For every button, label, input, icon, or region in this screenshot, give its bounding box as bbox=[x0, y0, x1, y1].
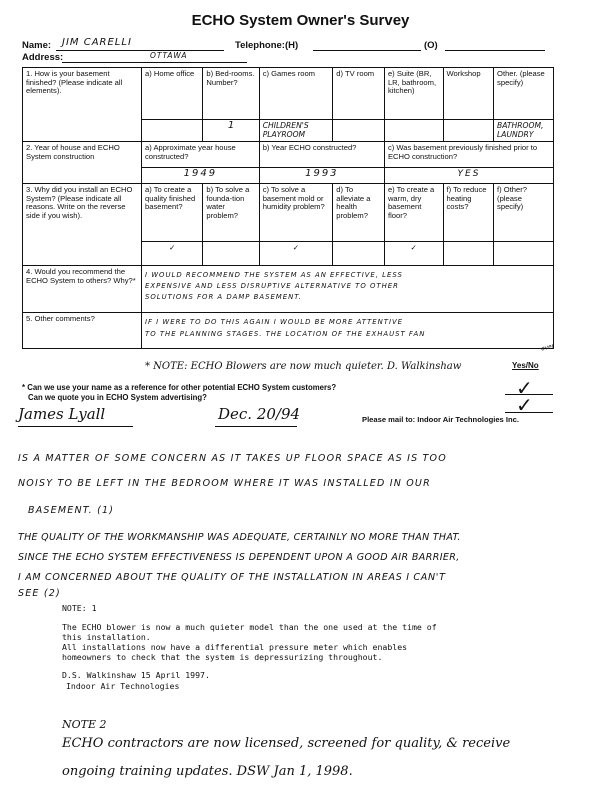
continued-line: SINCE THE ECHO SYSTEM EFFECTIVENESS IS DEPENDENT UPON A GOOD AIR BARRIER, bbox=[18, 552, 460, 563]
signature[interactable]: James Lyall bbox=[18, 405, 106, 423]
q1-answer[interactable] bbox=[142, 120, 203, 142]
note2-line: ECHO contractors are now licensed, screened for quality, & receive bbox=[62, 736, 511, 751]
q1-option: Other. (please specify) bbox=[494, 68, 554, 120]
q1-answer[interactable] bbox=[443, 120, 494, 142]
typed-note-line: homeowners to check that the system is depressurizing throughout. bbox=[62, 652, 383, 662]
form-title: ECHO System Owner's Survey bbox=[191, 12, 410, 29]
quote-check[interactable]: ✓ bbox=[516, 393, 533, 417]
continued-line: NOISY TO BE LEFT IN THE BEDROOM WHERE IT WAS INSTALLED IN OUR bbox=[18, 478, 431, 489]
q3-option: e) To create a warm, dry basement floor? bbox=[384, 184, 443, 242]
telephone-office-label: (O) bbox=[424, 40, 438, 51]
q4-answer-line: I WOULD RECOMMEND THE SYSTEM AS AN EFFECTIVE, LESS bbox=[145, 271, 403, 280]
continued-line: THE QUALITY OF THE WORKMANSHIP WAS ADEQUATE, CERTAINLY NO MORE THAN THAT. bbox=[18, 532, 461, 543]
q1-option: d) TV room bbox=[333, 68, 385, 120]
q2-option: a) Approximate year house constructed? bbox=[142, 142, 260, 168]
q5-answer-line: TO THE PLANNING STAGES. THE LOCATION OF THE EXHAUST FAN bbox=[145, 330, 426, 339]
typed-note-line: The ECHO blower is now a much quieter model than the one used at the time of bbox=[62, 622, 437, 632]
q3-option: f) Other? (please specify) bbox=[494, 184, 554, 242]
yes-no-label: Yes/No bbox=[512, 361, 539, 370]
q5-question: 5. Other comments? bbox=[23, 313, 142, 349]
q2-answer[interactable]: YES bbox=[384, 168, 553, 184]
q1-answer[interactable]: 1 bbox=[203, 120, 259, 142]
note2-label: NOTE 2 bbox=[62, 718, 107, 731]
typed-note-signoff: D.S. Walkinshaw 15 April 1997. bbox=[62, 670, 210, 680]
reference-question: * Can we use your name as a reference for other potential ECHO System customers? bbox=[22, 383, 337, 392]
q3-checkbox[interactable] bbox=[443, 242, 494, 266]
q3-checkbox[interactable]: ✓ bbox=[259, 242, 333, 266]
q2-option: c) Was basement previously finished prior to ECHO construction? bbox=[384, 142, 553, 168]
typed-note-line: this installation. bbox=[62, 632, 151, 642]
q4-question: 4. Would you recommend the ECHO System to others? Why?* bbox=[23, 266, 142, 313]
typed-note-body bbox=[62, 622, 437, 662]
typed-note-line: All installations now have a differential pressure meter which enables bbox=[62, 642, 408, 652]
q2-option: b) Year ECHO constructed? bbox=[259, 142, 384, 168]
address-line bbox=[62, 62, 247, 63]
q1-answer[interactable]: CHILDREN'S PLAYROOM bbox=[259, 120, 333, 142]
yes-no-line bbox=[505, 412, 553, 413]
q3-option: a) To create a quality finished basement? bbox=[142, 184, 203, 242]
address-label: Address: bbox=[22, 52, 64, 63]
continued-line: BASEMENT. (1) bbox=[28, 505, 115, 516]
q3-option: b) To solve a founda-tion water problem? bbox=[203, 184, 259, 242]
q5-answer-line: IF I WERE TO DO THIS AGAIN I WOULD BE MORE ATTENTIVE bbox=[145, 318, 404, 327]
q1-option: Workshop bbox=[443, 68, 494, 120]
typed-note-label: NOTE: 1 bbox=[62, 603, 97, 613]
q1-option: a) Home office bbox=[142, 68, 203, 120]
continued-line: IS A MATTER OF SOME CONCERN AS IT TAKES UP FLOOR SPACE AS IS TOO bbox=[18, 453, 447, 464]
survey-table bbox=[22, 67, 554, 349]
q3-option: d) To alleviate a health problem? bbox=[333, 184, 385, 242]
q3-checkbox[interactable]: ✓ bbox=[142, 242, 203, 266]
q4-answer-line: EXPENSIVE AND LESS DISRUPTIVE ALTERNATIVE TO OTHER bbox=[145, 282, 399, 291]
telephone-home-line[interactable] bbox=[313, 50, 421, 51]
q3-option: f) To reduce heating costs? bbox=[443, 184, 494, 242]
name-line bbox=[56, 50, 224, 51]
telephone-office-line[interactable] bbox=[445, 50, 545, 51]
q1-option: c) Games room bbox=[259, 68, 333, 120]
q3-question: 3. Why did you install an ECHO System? (Please indicate all reasons. Write on the reverse side if you wish). bbox=[23, 184, 142, 266]
star-note: * NOTE: ECHO Blowers are now much quieter. D. Walkinshaw bbox=[145, 361, 462, 372]
typed-note-company: Indoor Air Technologies bbox=[66, 681, 180, 691]
q3-checkbox[interactable] bbox=[203, 242, 259, 266]
q5-answer[interactable] bbox=[142, 313, 554, 349]
q1-option: e) Suite (BR, LR, bathroom, kitchen) bbox=[384, 68, 443, 120]
mail-to: Please mail to: Indoor Air Technologies Inc. bbox=[362, 415, 519, 424]
quote-question: Can we quote you in ECHO System advertising? bbox=[28, 393, 207, 402]
q1-answer[interactable] bbox=[333, 120, 385, 142]
q3-checkbox[interactable]: ✓ bbox=[384, 242, 443, 266]
q1-answer[interactable]: BATHROOM, LAUNDRY bbox=[494, 120, 554, 142]
over-note: over bbox=[540, 342, 556, 353]
yes-no-line bbox=[505, 394, 553, 395]
signature-line bbox=[18, 426, 133, 427]
q2-question: 2. Year of house and ECHO System construction bbox=[23, 142, 142, 184]
q1-question: 1. How is your basement finished? (Please indicate all elements). bbox=[23, 68, 142, 142]
q3-option: c) To solve a basement mold or humidity problem? bbox=[259, 184, 333, 242]
note2-line: ongoing training updates. DSW Jan 1, 1998. bbox=[62, 764, 353, 779]
q3-checkbox[interactable] bbox=[494, 242, 554, 266]
name-value[interactable]: JIM CARELLI bbox=[62, 37, 132, 48]
continued-line: I AM CONCERNED ABOUT THE QUALITY OF THE INSTALLATION IN AREAS I CAN'T bbox=[18, 572, 446, 583]
telephone-label: Telephone:(H) bbox=[235, 40, 299, 51]
q4-answer[interactable] bbox=[142, 266, 554, 313]
q1-option: b) Bed-rooms. Number? bbox=[203, 68, 259, 120]
address-value[interactable]: OTTAWA bbox=[150, 51, 188, 60]
q2-answer[interactable]: 1949 bbox=[142, 168, 260, 184]
q2-answer[interactable]: 1993 bbox=[259, 168, 384, 184]
date-line bbox=[215, 426, 297, 427]
q3-checkbox[interactable] bbox=[333, 242, 385, 266]
signature-date[interactable]: Dec. 20/94 bbox=[218, 405, 301, 423]
q4-answer-line: SOLUTIONS FOR A DAMP BASEMENT. bbox=[145, 293, 302, 302]
reference-check[interactable]: ✓ bbox=[516, 376, 533, 400]
name-label: Name: bbox=[22, 40, 52, 51]
q1-answer[interactable] bbox=[384, 120, 443, 142]
continued-line: SEE (2) bbox=[18, 588, 61, 599]
